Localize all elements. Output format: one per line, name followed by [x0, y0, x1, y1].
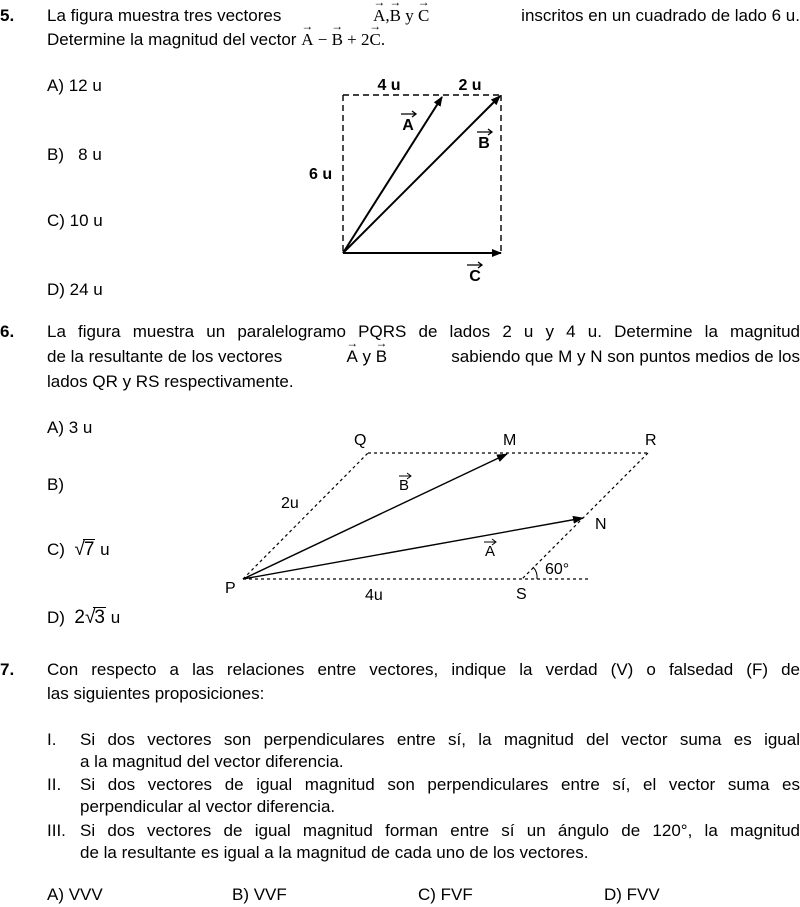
conjunction: y	[405, 6, 414, 25]
side-ps-label: 4u	[365, 587, 383, 604]
question-text-line	[47, 660, 800, 680]
point-s-label: S	[516, 586, 527, 603]
option-c[interactable]: C) 10 u	[47, 211, 103, 230]
vector-list	[346, 347, 387, 367]
text: La figura muestra tres vectores	[47, 6, 282, 25]
option-d[interactable]: D) 24 u	[47, 280, 103, 299]
question-number: 6.	[0, 322, 15, 341]
proposition-line: a la magnitud del vector diferencia.	[80, 752, 344, 771]
period: .	[380, 30, 386, 49]
vector-a-arrow	[343, 97, 442, 253]
text: Si dos vectores de igual magnitud son perpendiculares entre sí, el vector suma es	[80, 775, 800, 794]
question-text-line	[47, 30, 385, 50]
proposition-line	[80, 730, 800, 750]
radicand: 3	[94, 607, 105, 628]
option-a[interactable]: A) 3 u	[47, 418, 93, 437]
text: Si dos vectores de igual magnitud forman entre sí un ángulo de 120°, la magnitud	[80, 821, 800, 840]
parallelogram-figure	[215, 425, 675, 610]
text: Si dos vectores son perpendiculares entre sí, la magnitud del vector suma es igual	[80, 730, 800, 749]
comma: ,	[385, 6, 390, 25]
label-4u: 4 u	[377, 77, 401, 94]
label-2u: 2 u	[458, 77, 482, 94]
question-number: 5.	[0, 6, 15, 25]
radicand: 7	[83, 539, 95, 560]
vector-list	[373, 6, 429, 26]
point-p-label: P	[225, 580, 236, 597]
unit: u	[110, 608, 121, 627]
operator: + 2	[347, 30, 370, 49]
option-a[interactable]: A) 12 u	[47, 76, 102, 95]
proposition-line: de la resultante es igual a la magnitud de cada uno de los vectores.	[80, 843, 589, 862]
conjunction: y	[362, 347, 372, 366]
vector-a: → A	[301, 30, 313, 50]
option-c[interactable]: C) FVF	[418, 885, 473, 904]
question-text-line: las siguientes proposiciones:	[47, 684, 265, 703]
vector-b-label: B	[478, 135, 490, 152]
point-q-label: Q	[354, 432, 367, 449]
vector-b: → B	[332, 30, 343, 50]
vector-b-label: B	[398, 477, 410, 494]
square-vector-figure	[300, 70, 530, 290]
operator: −	[317, 30, 328, 49]
vector-b: → B	[390, 6, 401, 26]
question-text-line: lados QR y RS respectivamente.	[47, 372, 294, 391]
proposition-line	[80, 821, 800, 841]
vector-b-arrow	[343, 96, 500, 253]
text: de la resultante de los vectores	[47, 347, 283, 366]
option-letter: D)	[47, 608, 65, 627]
sqrt-sign: √	[74, 539, 85, 560]
vector-c: → C	[418, 6, 429, 26]
text: sabiendo que M y N son puntos medios de los	[451, 347, 800, 366]
proposition-line	[80, 775, 800, 795]
vector-c: → C	[370, 30, 381, 50]
question-text-line	[47, 6, 800, 26]
angle-arc	[533, 567, 537, 579]
option-d[interactable]	[47, 607, 120, 629]
proposition-number: II.	[47, 775, 62, 794]
vector-expression	[301, 30, 385, 49]
vector-a: → A	[373, 6, 385, 26]
point-n-label: N	[595, 516, 607, 533]
text: La figura muestra un paralelogramo PQRS de lados 2 u y 4 u. Determine la magnitud	[47, 322, 800, 341]
option-b[interactable]: B)	[47, 475, 64, 494]
side-rs	[522, 453, 648, 579]
side-pq-label: 2u	[281, 495, 299, 512]
vector-b: → B	[376, 347, 387, 367]
option-d[interactable]: D) FVV	[604, 885, 660, 904]
option-letter: C)	[47, 540, 65, 559]
sqrt-sign: √	[84, 607, 96, 628]
question-text-line	[47, 322, 800, 342]
unit: u	[100, 540, 110, 559]
point-r-label: R	[645, 432, 657, 449]
proposition-number: III.	[47, 821, 66, 840]
proposition-number: I.	[47, 730, 57, 749]
vector-b-arrow	[243, 454, 507, 579]
vector-a-label: A	[484, 543, 496, 560]
option-b[interactable]: B) VVF	[232, 885, 287, 904]
text: Con respecto a las relaciones entre vectores, indique la verdad (V) o falsedad (F) de	[47, 660, 800, 679]
vector-c-label: C	[469, 268, 481, 285]
option-b[interactable]: B) 8 u	[47, 145, 102, 164]
point-m-label: M	[503, 432, 517, 449]
label-6u: 6 u	[309, 166, 333, 183]
text: Determine la magnitud del vector	[47, 30, 297, 49]
text: inscritos en un cuadrado de lado 6 u.	[521, 6, 800, 25]
proposition-line: perpendicular al vector diferencia.	[80, 797, 336, 816]
vector-a: → A	[346, 347, 357, 367]
question-number: 7.	[0, 660, 15, 679]
option-a[interactable]: A) VVV	[47, 885, 103, 904]
question-text-line	[47, 347, 800, 367]
option-c[interactable]	[47, 539, 110, 561]
angle-label: 60°	[545, 561, 570, 578]
vector-a-label: A	[402, 117, 414, 134]
coefficient: 2	[74, 607, 85, 628]
